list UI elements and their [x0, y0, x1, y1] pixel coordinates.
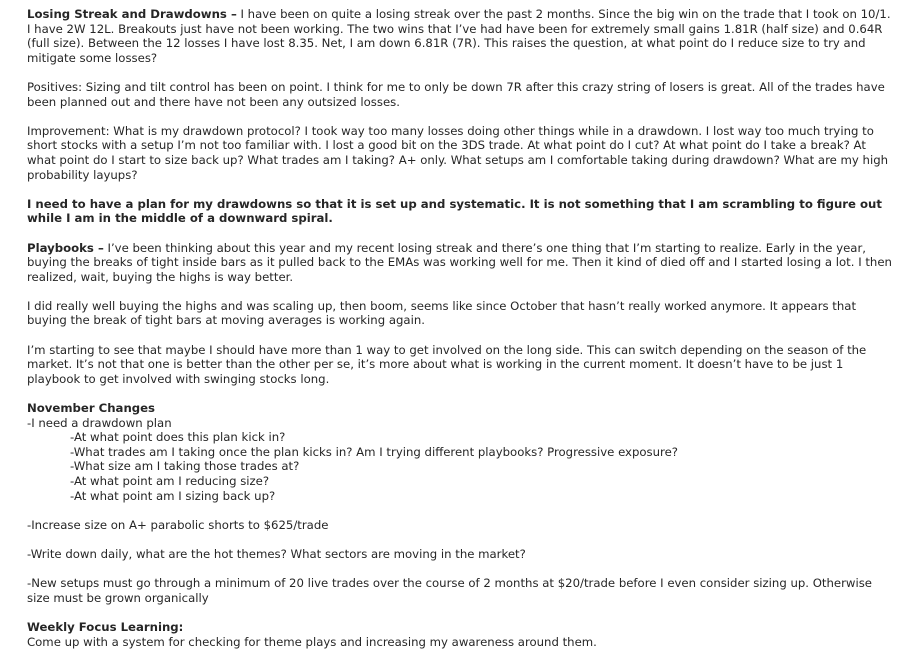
weekly-focus-heading: Weekly Focus Learning: — [27, 619, 184, 634]
playbooks-text: I’ve been thinking about this year and my recent losing streak and there’s one thing that I’m starting to realize. Early in the year, buying the breaks of tight inside bars as it pulled back to the EMAs was working well for me. Then it kind of died off and I started losing a lot. I then realized, wait, buying the highs is way better. — [27, 240, 892, 284]
buying-highs-paragraph: I did really well buying the highs and was scaling up, then boom, seems like since October that hasn’t really worked anymore. It appears that buying the break of tight bars at moving averages is working again. — [27, 298, 857, 328]
improvement-paragraph: Improvement: What is my drawdown protocol? I took way too many losses doing other things while in a drawdown. I lost way too much trying to short stocks with a setup I’m not too familiar with. I lost a good bit on the 3DS trade. At what point do I cut? At what point do I take a break? At what point do I start to size back up? What trades am I taking? A+ only. What setups am I comfortable taking during drawdown? What are my high probability layups? — [27, 123, 889, 182]
drawdown-subitem: -What size am I taking those trades at? — [70, 459, 300, 474]
document-body — [27, 7, 895, 649]
losing-streak-heading: Losing Streak and Drawdowns – — [27, 7, 237, 21]
long-side-paragraph: I’m starting to see that maybe I should have more than 1 way to get involved on the long side. This can switch depending on the season of the market. It’s not that one is better than the other per se, it’s more about what is working in the current moment. It doesn’t have to be just 1 playbook to get involved with swinging stocks long. — [27, 342, 867, 386]
november-item-hot-themes: -Write down daily, what are the hot themes? What sectors are moving in the market? — [27, 546, 526, 561]
drawdown-subitem: -At what point does this plan kick in? — [70, 430, 286, 445]
drawdown-subitem: -What trades am I taking once the plan kicks in? Am I trying different playbooks? Progressive exposure? — [70, 444, 678, 459]
drawdown-plan-statement: I need to have a plan for my drawdowns so that it is set up and systematic. It is not something that I am scrambling to figure out while I am in the middle of a downward spiral. — [27, 196, 882, 226]
playbooks-heading: Playbooks – — [27, 240, 104, 255]
november-item-new-setups: -New setups must go through a minimum of 20 live trades over the course of 2 months at $20/trade before I even consider sizing up. Otherwise size must be grown organically — [27, 576, 872, 605]
drawdown-subitem: -At what point am I reducing size? — [70, 474, 270, 488]
losing-streak-text: I have been on quite a losing streak over the past 2 months. Since the big win on the trade that I took on 10/1. I have 2W 12L. Breakouts just have not been working. The two wins that I’ve had have been for extremely small gains 1.81R (half size) and 0.64R (full size). Between the 12 losses I have lost 8.35. Net, I am down 6.81R (7R). This raises the question, at what point do I reduce size to try and mitigate some losses? — [27, 7, 891, 65]
november-item-drawdown-plan: -I need a drawdown plan — [27, 415, 172, 430]
drawdown-subitem: -At what point am I sizing back up? — [70, 488, 276, 503]
losing-streak-paragraph — [27, 7, 895, 65]
positives-paragraph: Positives: Sizing and tilt control has been on point. I think for me to only be down 7R after this crazy string of losers is great. All of the trades have been planned out and there have not been any outsized losses. — [27, 79, 885, 109]
november-changes-heading: November Changes — [27, 401, 156, 416]
weekly-focus-text: Come up with a system for checking for theme plays and increasing my awareness around them. — [27, 634, 597, 649]
playbooks-paragraph — [27, 241, 895, 285]
november-item-parabolic-shorts: -Increase size on A+ parabolic shorts to $625/trade — [27, 517, 329, 532]
